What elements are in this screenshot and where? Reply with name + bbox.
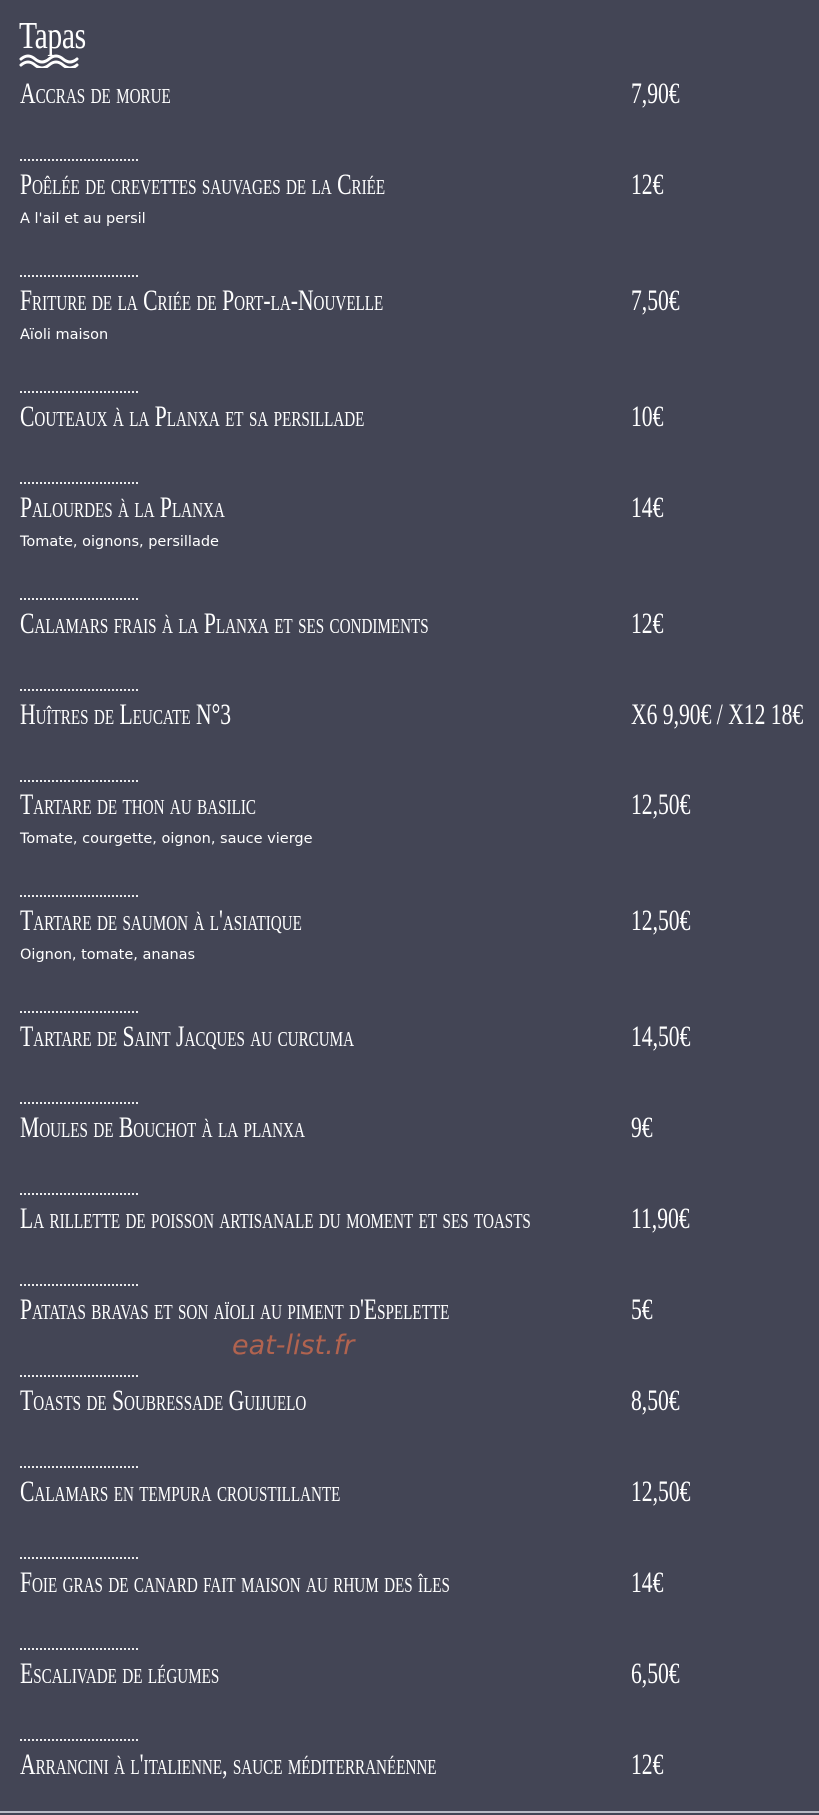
item-name: Tartare de Saint Jacques au curcuma	[20, 1020, 355, 1053]
dotted-separator	[20, 895, 138, 899]
item-description: Aïoli maison	[20, 327, 109, 343]
dotted-separator	[20, 275, 138, 279]
item-description: Oignon, tomate, ananas	[20, 947, 196, 963]
item-price: 12€	[631, 168, 664, 201]
watermark-text: eat-list.fr	[232, 1330, 355, 1361]
item-name: Patatas bravas et son aïoli au piment d'Espelette	[20, 1293, 450, 1326]
wave-underline-icon	[19, 54, 81, 68]
item-price: 6,50€	[631, 1657, 680, 1690]
item-price: 14,50€	[631, 1020, 691, 1053]
dotted-separator	[20, 598, 138, 602]
item-name: Palourdes à la Planxa	[20, 491, 225, 524]
dotted-separator	[20, 1284, 138, 1288]
item-price: 9€	[631, 1111, 653, 1144]
item-price: 12,50€	[631, 904, 691, 937]
dotted-separator	[20, 1466, 138, 1470]
dotted-separator	[20, 1375, 138, 1379]
dotted-separator	[20, 689, 138, 693]
dotted-separator	[20, 159, 138, 163]
item-description: A l'ail et au persil	[20, 211, 146, 227]
item-name: La rillette de poisson artisanale du moment et ses toasts	[20, 1202, 531, 1235]
dotted-separator	[20, 1739, 138, 1743]
item-description: Tomate, courgette, oignon, sauce vierge	[20, 831, 313, 847]
section-title: Tapas	[19, 15, 86, 57]
item-name: Moules de Bouchot à la planxa	[20, 1111, 305, 1144]
item-price: 12€	[631, 1748, 664, 1781]
dotted-separator	[20, 1648, 138, 1652]
item-price: 12,50€	[631, 788, 691, 821]
item-name: Escalivade de légumes	[20, 1657, 220, 1690]
item-price: 7,50€	[631, 284, 680, 317]
dotted-separator	[20, 1557, 138, 1561]
item-name: Poêlée de crevettes sauvages de la Criée	[20, 168, 386, 201]
item-name: Toasts de Soubressade Guijuelo	[20, 1384, 307, 1417]
dotted-separator	[20, 391, 138, 395]
dotted-separator	[20, 1011, 138, 1015]
dotted-separator	[20, 1193, 138, 1197]
item-name: Couteaux à la Planxa et sa persillade	[20, 400, 365, 433]
dotted-separator	[20, 482, 138, 486]
item-price: 10€	[631, 400, 664, 433]
item-price: 11,90€	[631, 1202, 690, 1235]
item-name: Calamars frais à la Planxa et ses condiments	[20, 607, 429, 640]
item-name: Calamars en tempura croustillante	[20, 1475, 341, 1508]
item-name: Huîtres de Leucate N°3	[20, 698, 232, 731]
item-name: Arrancini à l'italienne, sauce méditerranéenne	[20, 1748, 437, 1781]
item-name: Friture de la Criée de Port-la-Nouvelle	[20, 284, 384, 317]
item-name: Accras de morue	[20, 77, 171, 110]
item-price: X6 9,90€ / X12 18€	[631, 698, 804, 731]
item-price: 7,90€	[631, 77, 680, 110]
item-name: Foie gras de canard fait maison au rhum des îles	[20, 1566, 450, 1599]
item-name: Tartare de thon au basilic	[20, 788, 256, 821]
item-price: 14€	[631, 491, 664, 524]
item-price: 12,50€	[631, 1475, 691, 1508]
item-price: 5€	[631, 1293, 653, 1326]
item-price: 12€	[631, 607, 664, 640]
item-price: 8,50€	[631, 1384, 680, 1417]
item-description: Tomate, oignons, persillade	[20, 534, 219, 550]
item-price: 14€	[631, 1566, 664, 1599]
item-name: Tartare de saumon à l'asiatique	[20, 904, 302, 937]
dotted-separator	[20, 780, 138, 784]
dotted-separator	[20, 1102, 138, 1106]
